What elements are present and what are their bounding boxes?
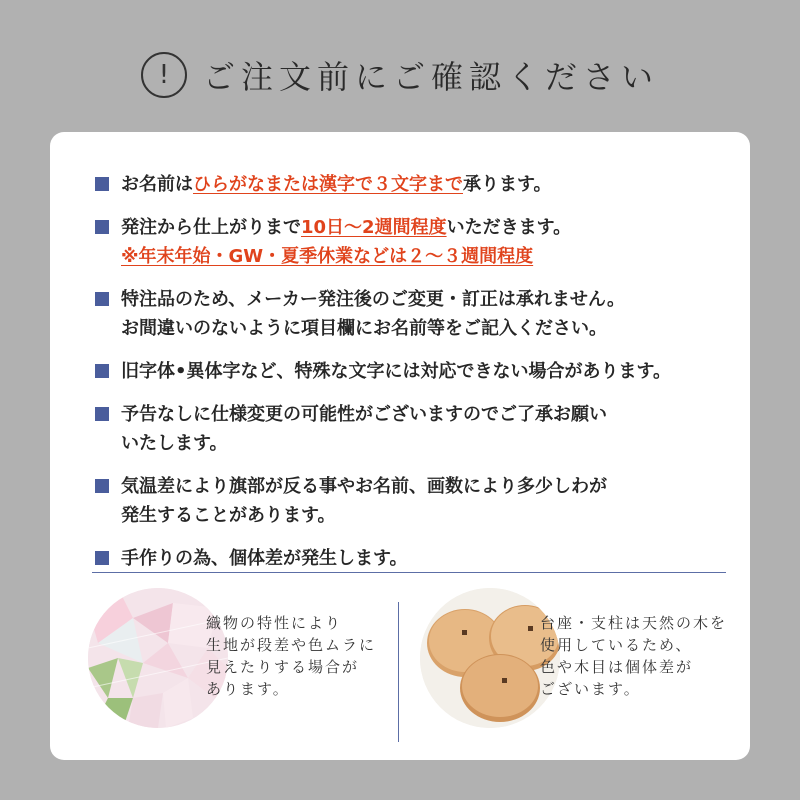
note-text-line: 気温差により旗部が反る事やお名前、画数により多少しわが <box>121 476 607 497</box>
wood-note <box>540 612 730 700</box>
note-no-changes <box>95 285 725 343</box>
note-text-part: いただきます。 <box>446 217 572 238</box>
note-text-line: お間違いのないように項目欄にお名前等をご記入ください。 <box>121 318 607 339</box>
wooden-base-image <box>420 588 560 728</box>
square-bullet-icon <box>95 220 109 234</box>
fabric-note-line: あります。 <box>206 680 290 698</box>
square-bullet-icon <box>95 292 109 306</box>
note-text <box>121 400 607 458</box>
note-warping <box>95 472 725 530</box>
note-name-limit <box>95 170 725 199</box>
wood-note-line: ございます。 <box>540 680 641 698</box>
wood-note-line: 使用しているため、 <box>540 636 693 654</box>
note-highlight: ひらがなまたは漢字で３文字まで <box>193 174 463 195</box>
exclamation-icon: ! <box>141 52 187 98</box>
notice-card <box>50 132 750 760</box>
note-handmade <box>95 544 725 573</box>
note-text <box>121 472 607 530</box>
note-text-line: 旧字体•異体字など、特殊な文字には対応できない場合があります。 <box>121 361 672 382</box>
note-text <box>121 357 671 386</box>
square-bullet-icon <box>95 364 109 378</box>
note-text <box>121 285 625 343</box>
note-text-line: 特注品のため、メーカー発注後のご変更・訂正は承れません。 <box>121 289 625 310</box>
square-bullet-icon <box>95 551 109 565</box>
note-text <box>121 544 408 573</box>
page-header <box>0 40 800 110</box>
fabric-note <box>206 612 386 700</box>
vertical-divider <box>398 602 399 742</box>
note-highlight-holiday: ※年末年始・GW・夏季休業などは２～３週間程度 <box>121 246 534 267</box>
page-title: ご注文前にご確認ください <box>202 58 659 96</box>
fabric-note-line: 織物の特性により <box>206 614 343 632</box>
note-text <box>121 170 552 199</box>
note-text-line: 発生することがあります。 <box>121 505 336 526</box>
square-bullet-icon <box>95 407 109 421</box>
wood-note-line: 台座・支柱は天然の木を <box>540 614 728 632</box>
notice-list <box>95 170 725 587</box>
note-text-line: 予告なしに仕様変更の可能性がございますのでご了承お願い <box>121 404 607 425</box>
wood-note-line: 色や木目は個体差が <box>540 658 694 676</box>
note-text-line: 手作りの為、個体差が発生します。 <box>121 548 408 569</box>
section-divider <box>92 572 726 573</box>
note-text-part: 承ります。 <box>463 174 552 195</box>
fabric-note-line: 生地が段差や色ムラに <box>206 636 377 654</box>
square-bullet-icon <box>95 479 109 493</box>
note-lead-time <box>95 213 725 271</box>
note-text-part: 発注から仕上がりまで <box>121 217 301 238</box>
note-special-characters <box>95 357 725 386</box>
fabric-note-line: 見えたりする場合が <box>206 658 360 676</box>
note-text <box>121 213 571 271</box>
note-highlight: 10日～2週間程度 <box>301 217 447 238</box>
square-bullet-icon <box>95 177 109 191</box>
note-spec-change <box>95 400 725 458</box>
wood-stand-photo <box>420 588 560 728</box>
note-text-part: お名前は <box>121 174 193 195</box>
note-text-line: いたします。 <box>121 433 228 454</box>
